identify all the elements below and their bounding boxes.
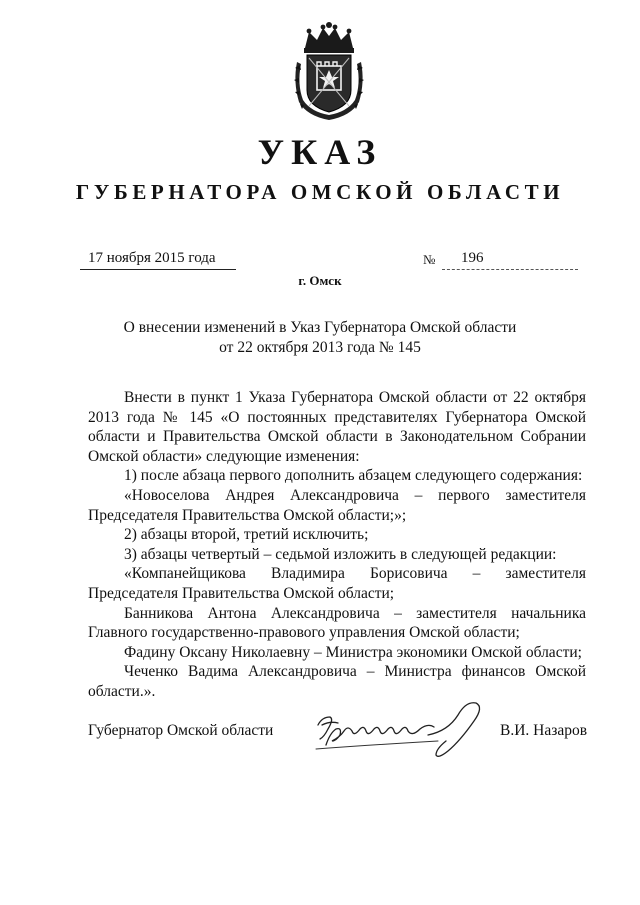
handwritten-signature: [308, 695, 488, 765]
document-body: [88, 388, 586, 702]
body-paragraph: Фадину Оксану Николаевну – Министра экономики Омской области;: [124, 643, 582, 661]
body-paragraph: «Компанейщикова Владимира Борисовича – заместителя Председателя Правительства Омской области;: [88, 565, 586, 602]
document-date: 17 ноября 2015 года: [88, 250, 216, 266]
document-city: г. Омск: [298, 273, 342, 288]
date-field: [80, 247, 236, 270]
document-title: УКАЗ: [257, 132, 383, 172]
body-paragraph: 2) абзацы второй, третий исключить;: [124, 526, 369, 544]
number-label: №: [423, 252, 436, 267]
coat-of-arms-emblem: [291, 22, 367, 122]
document-number: 196: [461, 250, 484, 266]
body-paragraph: 3) абзацы четвертый – седьмой изложить в следующей редакции:: [124, 545, 557, 563]
body-paragraph: Чеченко Вадима Александровича – Министра финансов Омской области.».: [88, 663, 586, 700]
number-field: [442, 247, 578, 270]
body-paragraph: Внести в пункт 1 Указа Губернатора Омской области от 22 октября 2013 года № 145 «О постоянных представителях Губернатора Омской области и Правительства Омской области в Законодательном Собрании Омской области» следующие изменения:: [88, 389, 586, 465]
body-paragraph: 1) после абзаца первого дополнить абзацем следующего содержания:: [124, 467, 583, 485]
document-heading: [100, 318, 540, 358]
signatory-title: Губернатор Омской области: [88, 722, 274, 739]
body-paragraph: Банникова Антона Александровича – заместителя начальника Главного государственно-правового управления Омской области;: [88, 604, 586, 642]
heading-line-2: от 22 октября 2013 года № 145: [219, 339, 421, 356]
heading-line-1: О внесении изменений в Указ Губернатора Омской области: [123, 319, 517, 336]
body-paragraph: «Новоселова Андрея Александровича – первого заместителя Председателя Правительства Омской области;»;: [88, 486, 586, 524]
document-subtitle: ГУБЕРНАТОРА ОМСКОЙ ОБЛАСТИ: [75, 180, 565, 204]
signatory-name: В.И. Назаров: [500, 722, 588, 739]
